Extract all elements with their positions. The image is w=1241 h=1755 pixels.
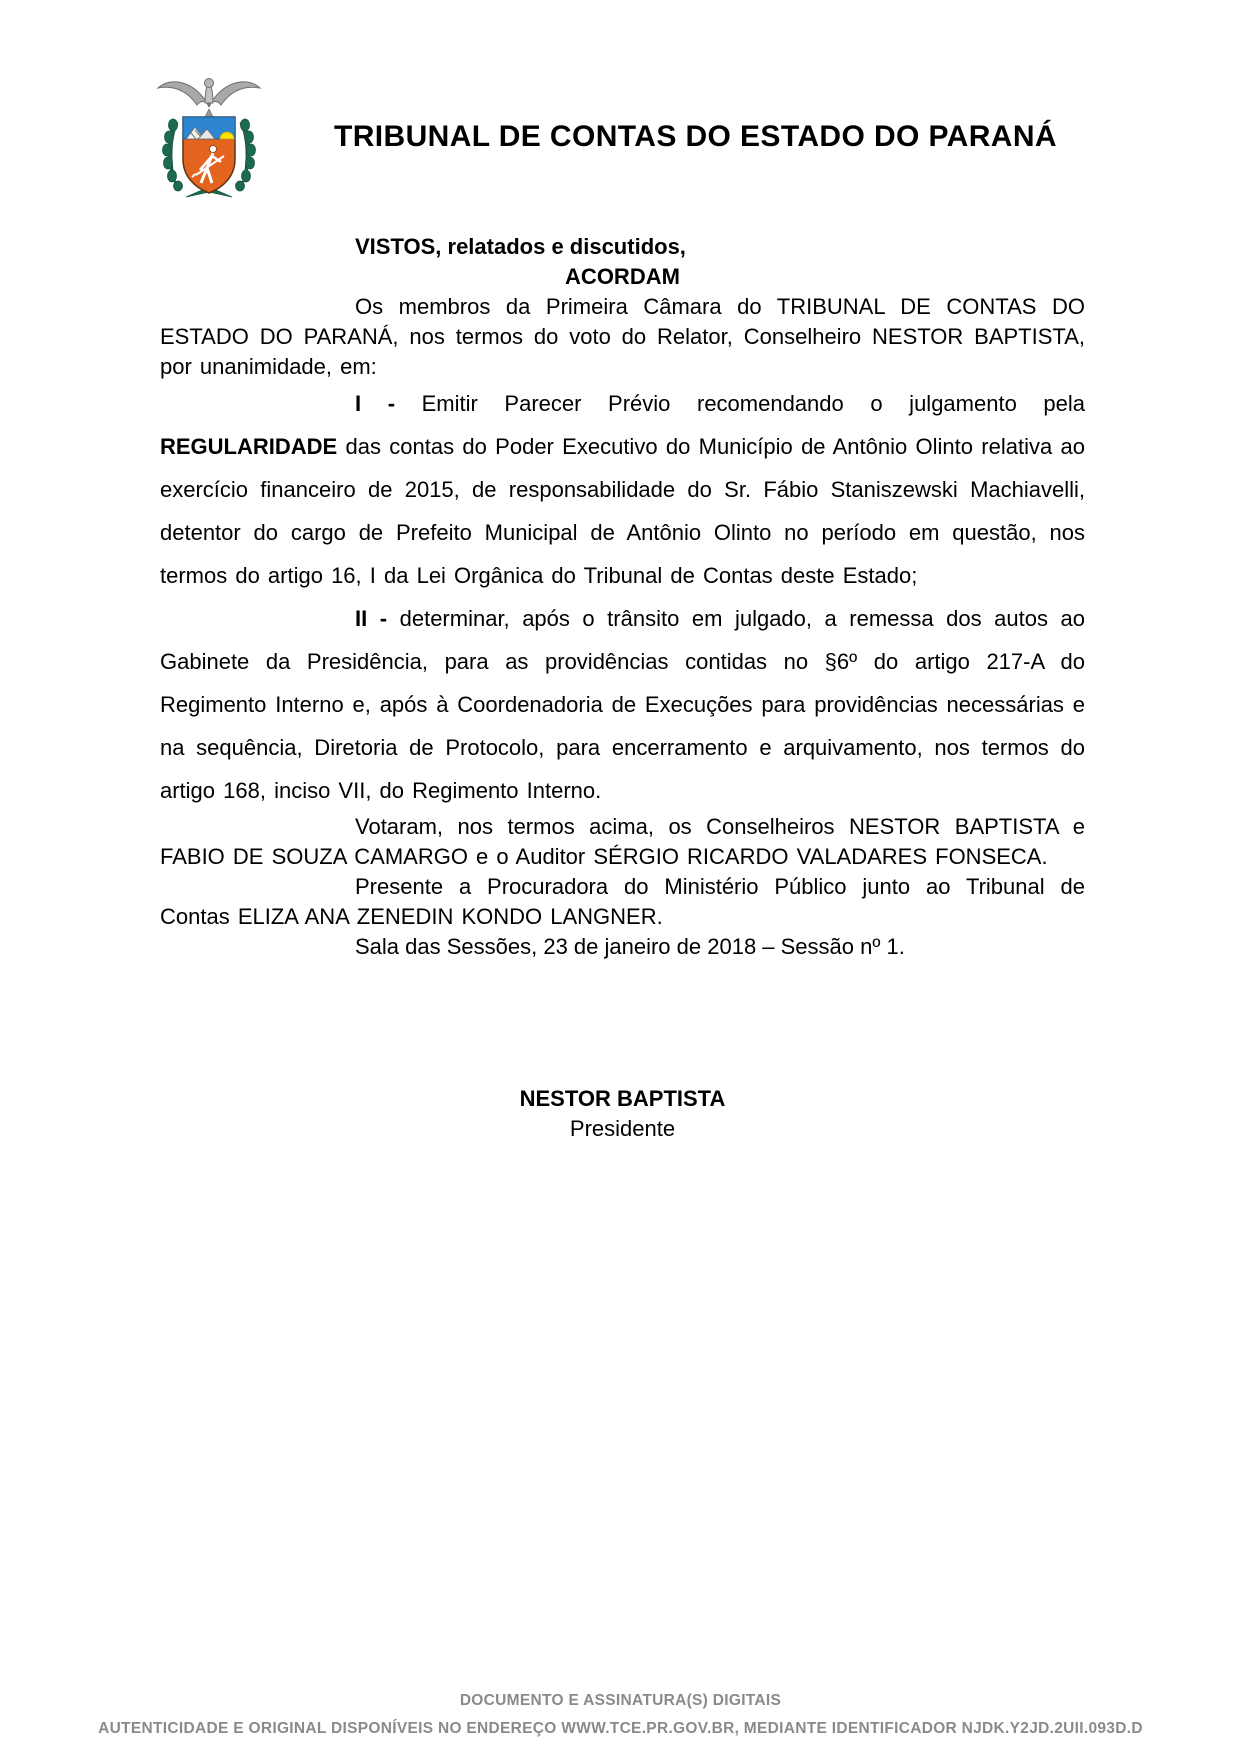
signatory-name: NESTOR BAPTISTA xyxy=(519,1086,726,1111)
intro-paragraph: Os membros da Primeira Câmara do TRIBUNAL DE CONTAS DO ESTADO DO PARANÁ, nos termos do voto do Relator, Conselheiro NESTOR BAPTISTA, por unanimidade, em: xyxy=(160,294,1085,379)
item-i-paragraph xyxy=(160,382,1085,597)
session-line: Sala das Sessões, 23 de janeiro de 2018 – Sessão nº 1. xyxy=(355,934,905,959)
document-body xyxy=(160,232,1085,1144)
signatory-role: Presidente xyxy=(569,1116,676,1141)
document-header xyxy=(150,73,1085,201)
acordam-heading: ACORDAM xyxy=(565,264,680,289)
footer-line-1: DOCUMENTO E ASSINATURA(S) DIGITAIS xyxy=(459,1692,782,1709)
item-ii-marker: II - xyxy=(355,606,400,631)
item-i-marker: I - xyxy=(355,391,422,416)
item-i-emphasis: REGULARIDADE xyxy=(160,434,338,459)
item-ii-text: determinar, após o trânsito em julgado, a remessa dos autos ao Gabinete da Presidência, para as providências contidas no §6º do artigo 217-A do Regimento Interno e, após à Coordenadoria de Execuções para providências necessárias e na sequência, Diretoria de Protocolo, para encerramento e arquivamento, nos termos do artigo 168, inciso VII, do Regimento Interno. xyxy=(160,606,1085,803)
item-i-lead: Emitir Parecer Prévio recomendando o julgamento pela xyxy=(421,391,1085,416)
item-ii-paragraph xyxy=(160,597,1085,812)
vistos-line: VISTOS, relatados e discutidos, xyxy=(355,234,686,259)
footer-line-2: AUTENTICIDADE E ORIGINAL DISPONÍVEIS NO ENDEREÇO WWW.TCE.PR.GOV.BR, MEDIANTE IDENTIFICADOR NJDK.Y2JD.2UII.093D.D xyxy=(98,1720,1143,1737)
votaram-paragraph: Votaram, nos termos acima, os Conselheiros NESTOR BAPTISTA e FABIO DE SOUZA CAMARGO e o Auditor SÉRGIO RICARDO VALADARES FONSECA. xyxy=(160,814,1085,869)
document-title: TRIBUNAL DE CONTAS DO ESTADO DO PARANÁ xyxy=(334,120,1057,153)
parana-coat-of-arms-icon xyxy=(150,73,268,201)
presente-paragraph: Presente a Procuradora do Ministério Público junto ao Tribunal de Contas ELIZA ANA ZENEDIN KONDO LANGNER. xyxy=(160,874,1085,929)
item-i-rest: das contas do Poder Executivo do Município de Antônio Olinto relativa ao exercício financeiro de 2015, de responsabilidade do Sr. Fábio Staniszewski Machiavelli, detentor do cargo de Prefeito Municipal de Antônio Olinto no período em questão, nos termos do artigo 16, I da Lei Orgânica do Tribunal de Contas deste Estado; xyxy=(160,434,1085,588)
document-footer xyxy=(0,1687,1241,1743)
signature-block xyxy=(160,1084,1085,1144)
